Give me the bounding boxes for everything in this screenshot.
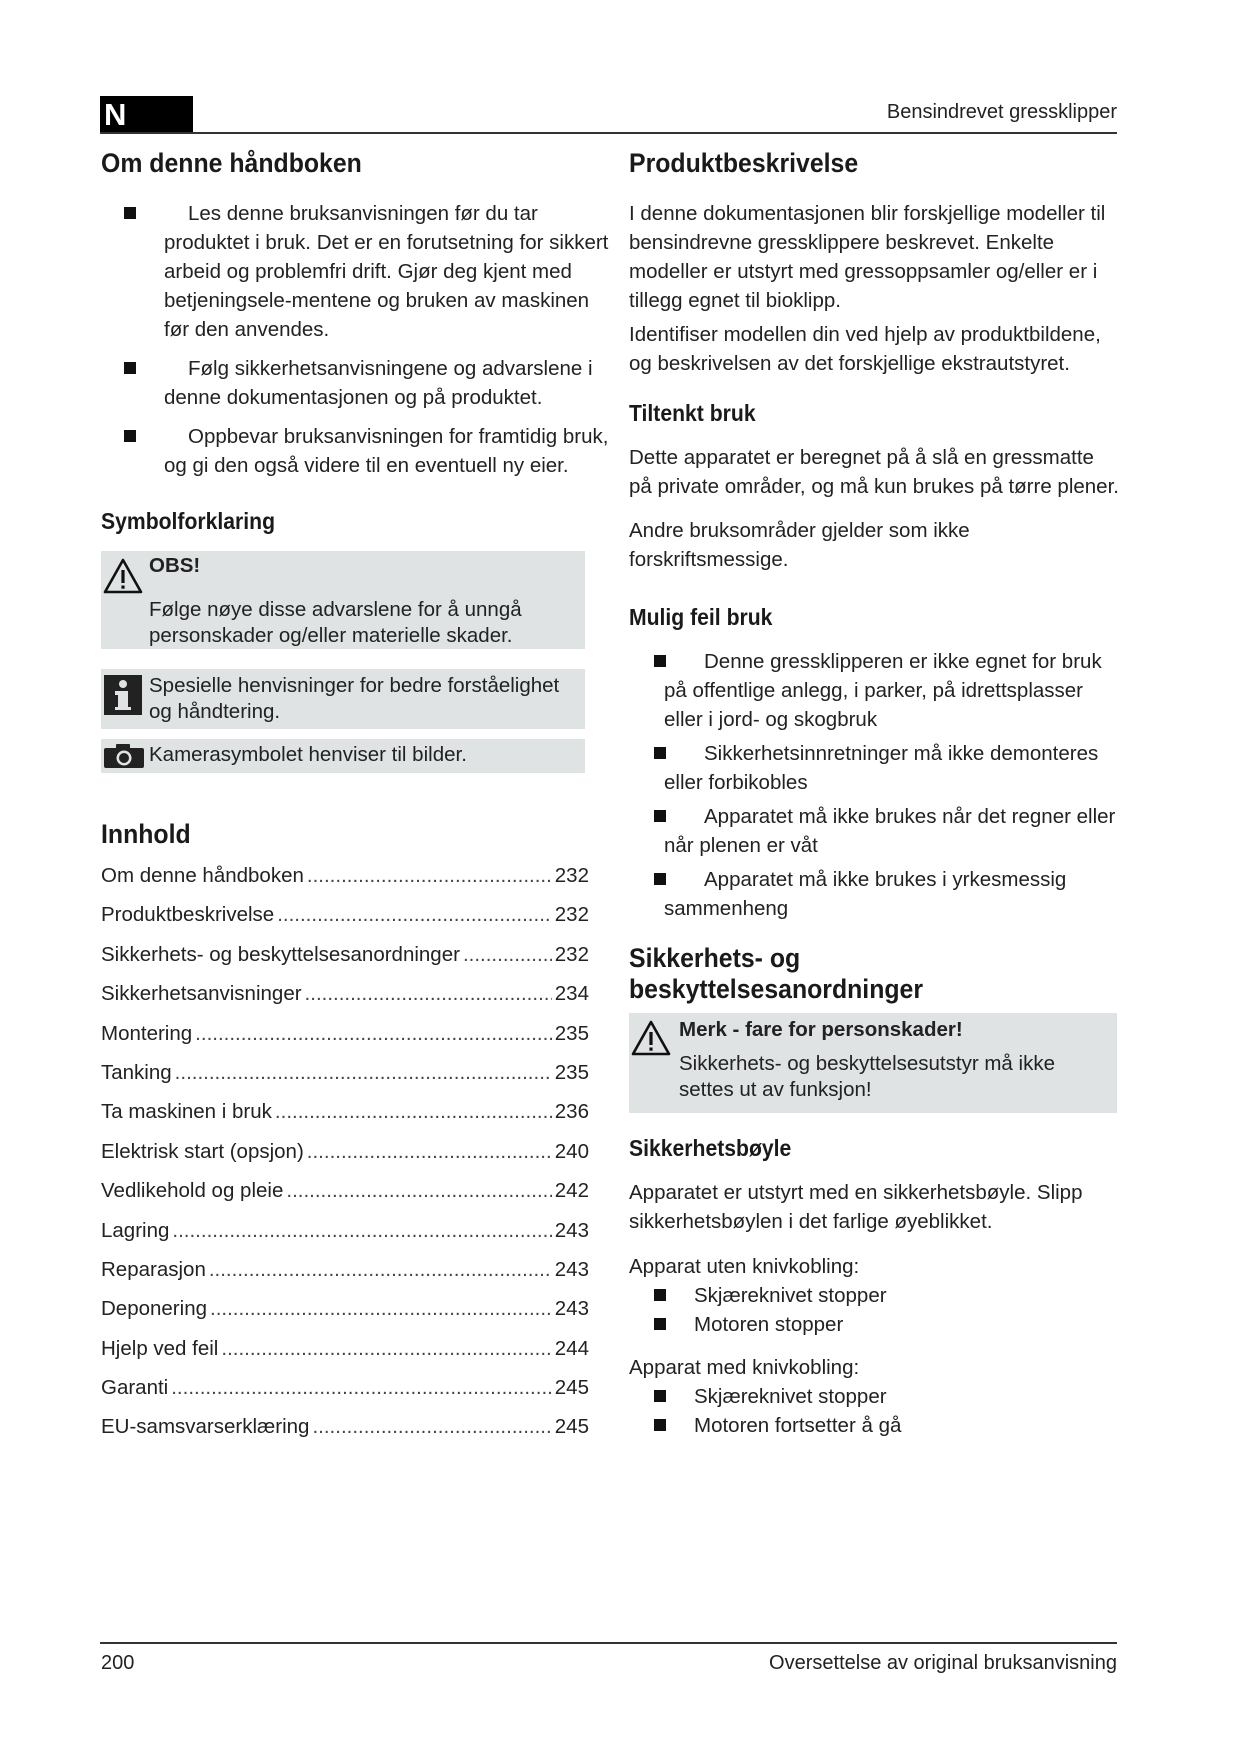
toc-entry[interactable]: Tanking ..... 235 [101,1061,589,1100]
square-bullet-icon [654,1390,666,1402]
warning-triangle-icon [103,557,143,602]
toc-entry[interactable]: Hjelp ved feil ..... 244 [101,1337,589,1376]
obs-box [101,551,585,649]
list-item: Motoren stopper [654,1310,1119,1339]
footer-rule [100,1642,1117,1644]
without-coupling-list [654,1281,1119,1339]
intended-use-heading: Tiltenkt bruk [629,400,756,426]
toc-entry[interactable]: Produktbeskrivelse ..... 232 [101,903,589,942]
obs-text: Følge nøye disse advarslene for å unngå personskader og/eller materielle skader. [149,598,522,647]
list-item: Denne gressklipperen er ikke egnet for bruk på offentlige anlegg, i parker, på idrettsplasser eller i jord- og skogbruk [654,647,1119,734]
table-of-contents [101,864,589,1455]
toc-entry[interactable]: Vedlikehold og pleie ..... 242 [101,1179,589,1218]
toc-entry[interactable]: Garanti ..... 245 [101,1376,589,1415]
camera-box [101,739,585,773]
info-box [101,669,585,729]
intended-use-paragraph-1: Dette apparatet er beregnet på å slå en gressmatte på private områder, og må kun brukes på tørre plener. [629,446,1119,498]
square-bullet-icon [654,1289,666,1301]
misuse-heading: Mulig feil bruk [629,604,773,630]
header-rule [100,132,1117,134]
with-coupling-label: Apparat med knivkobling: [629,1356,860,1379]
list-item: Apparatet må ikke brukes i yrkesmessig sammenheng [654,865,1119,923]
square-bullet-icon [124,430,136,442]
about-heading: Om denne håndboken [101,148,362,178]
safety-bar-paragraph: Apparatet er utstyrt med en sikkerhetsbøyle. Slipp sikkerhetsbøylen i det farlige øyeblikket. [629,1181,1083,1233]
camera-icon [103,743,145,776]
square-bullet-icon [654,1318,666,1330]
list-item: Les denne bruksanvisningen før du tar produktet i bruk. Det er en forutsetning for sikkert arbeid og problemfri drift. Gjør deg kjent med betjeningsele-mentene og bruken av maskinen før den anvendes. [124,199,613,344]
misuse-list [654,647,1119,923]
toc-entry[interactable]: EU-samsvarserklæring ..... 245 [101,1415,589,1454]
toc-entry[interactable]: Deponering ..... 243 [101,1297,589,1336]
list-item: Apparatet må ikke brukes når det regner eller når plenen er våt [654,802,1119,860]
square-bullet-icon [654,655,666,667]
list-item: Skjæreknivet stopper [654,1382,1119,1411]
product-paragraph-2: Identifiser modellen din ved hjelp av produktbildene, og beskrivelsen av det forskjellige ekstrautstyret. [629,323,1101,375]
list-item: Oppbevar bruksanvisningen for framtidig bruk, og gi den også videre til en eventuell ny eier. [124,422,613,480]
with-coupling-list [654,1382,1119,1440]
merk-box [629,1013,1117,1113]
toc-entry[interactable]: Sikkerhets- og beskyttelsesanordninger ..... 232 [101,943,589,982]
toc-entry[interactable]: Montering ..... 235 [101,1022,589,1061]
toc-entry[interactable]: Lagring ..... 243 [101,1219,589,1258]
obs-label: OBS! [149,554,201,577]
list-item: Følg sikkerhetsanvisningene og advarslene i denne dokumentasjonen og på produktet. [124,354,613,412]
product-paragraph-1: I denne dokumentasjonen blir forskjellige modeller til bensindrevne gressklippere beskrevet. Enkelte modeller er utstyrt med gressoppsamler og/eller er i tillegg egnet til bioklipp. [629,202,1106,312]
info-icon [103,674,143,723]
info-text: Spesielle henvisninger for bedre forståelighet og håndtering. [149,674,560,723]
square-bullet-icon [654,873,666,885]
toc-entry[interactable]: Elektrisk start (opsjon) ..... 240 [101,1140,589,1179]
merk-label: Merk - fare for personskader! [679,1018,963,1041]
toc-entry[interactable]: Reparasjon ..... 243 [101,1258,589,1297]
toc-entry[interactable]: Sikkerhetsanvisninger ..... 234 [101,982,589,1021]
contents-heading: Innhold [101,819,191,849]
list-item: Sikkerhetsinnretninger må ikke demonteres eller forbikobles [654,739,1119,797]
toc-entry[interactable]: Ta maskinen i bruk ..... 236 [101,1100,589,1139]
square-bullet-icon [654,1419,666,1431]
warning-triangle-icon [631,1019,671,1064]
list-item: Motoren fortsetter å gå [654,1411,1119,1440]
without-coupling-label: Apparat uten knivkobling: [629,1255,860,1278]
page-number: 200 [101,1652,135,1674]
square-bullet-icon [124,362,136,374]
square-bullet-icon [654,747,666,759]
product-heading: Produktbeskrivelse [629,148,859,178]
intended-use-paragraph-2: Andre bruksområder gjelder som ikke forskriftsmessige. [629,519,970,571]
merk-text: Sikkerhets- og beskyttelsesutstyr må ikke settes ut av funksjon! [679,1052,1055,1101]
safety-bar-heading: Sikkerhetsbøyle [629,1135,792,1161]
camera-text: Kamerasymbolet henviser til bilder. [149,743,467,766]
toc-entry[interactable]: Om denne håndboken ..... 232 [101,864,589,903]
symbols-heading: Symbolforklaring [101,508,276,534]
left-column [101,148,613,1455]
safety-heading: Sikkerhets- og beskyttelsesanordninger [629,943,924,1004]
square-bullet-icon [124,207,136,219]
right-column [629,148,1119,1440]
header-title: Bensindrevet gressklipper [886,101,1117,123]
list-item: Skjæreknivet stopper [654,1281,1119,1310]
square-bullet-icon [654,810,666,822]
about-list [124,199,613,480]
language-badge: N [100,96,193,134]
footer-note: Oversettelse av original bruksanvisning [769,1652,1117,1674]
